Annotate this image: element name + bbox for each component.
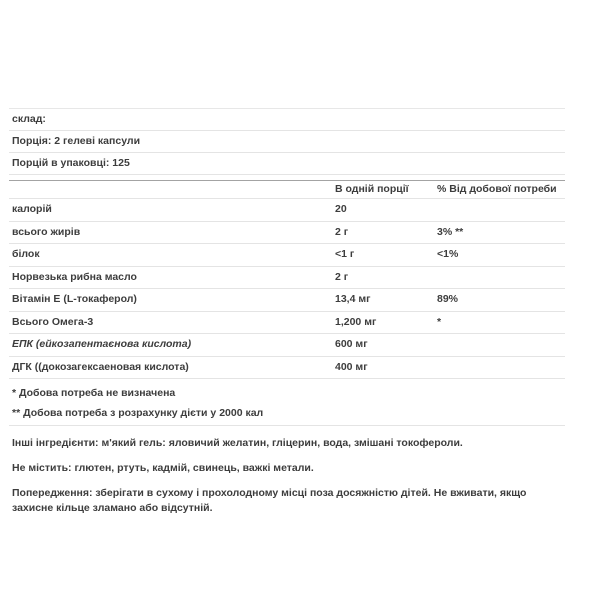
does-not-contain-paragraph: Не містить: глютен, ртуть, кадмій, свинець, важкі метали. (12, 462, 314, 474)
nutrient-amount: 20 (335, 203, 347, 215)
nutrient-amount: 600 мг (335, 338, 368, 350)
other-ingredients-paragraph: Інші інгредієнти: м'який гель: яловичий желатин, гліцерин, вода, змішані токофероли. (12, 437, 463, 449)
footnote-2000-cal-diet: ** Добова потреба з розрахунку дієти у 2000 кал (12, 407, 264, 419)
footnotes-block (9, 379, 565, 426)
nutrient-dv (437, 267, 565, 289)
table-row-vitamin-e (9, 289, 565, 312)
nutrient-name: Норвезька рибна масло (12, 270, 137, 283)
nutrient-name: білок (12, 248, 40, 260)
nutrient-name: Вітамін E (L-токаферол) (12, 293, 137, 305)
nutrient-dv (437, 199, 565, 221)
nutrient-dv (437, 334, 565, 356)
column-header-name (9, 181, 335, 198)
table-row-total-fat (9, 222, 565, 245)
nutrient-dv: 89% (437, 293, 459, 305)
nutrient-name: всього жирів (12, 225, 81, 238)
nutrient-amount: 2 г (335, 225, 349, 238)
table-row-total-omega3 (9, 312, 565, 335)
info-row-label: склад: (12, 113, 46, 125)
nutrient-dv (437, 357, 565, 379)
info-row-servings-per-container (9, 153, 565, 175)
nutrition-table-header (9, 180, 565, 199)
table-row-epa (9, 334, 565, 357)
nutrient-name: ЕПК (ейкозапентаєнова кислота) (12, 338, 192, 350)
nutrient-name: Всього Омега-3 (12, 315, 94, 328)
info-row-label: Порцій в упаковці: 125 (12, 157, 130, 169)
nutrient-name: калорій (12, 203, 52, 215)
nutrient-amount: <1 г (335, 248, 355, 260)
footnote-daily-value-not-established: * Добова потреба не визначена (12, 387, 176, 399)
nutrient-dv: * (437, 315, 442, 328)
nutrient-amount: 1,200 мг (335, 315, 377, 328)
nutrient-dv: 3% ** (437, 225, 464, 238)
table-row-dha (9, 357, 565, 380)
column-header-amount-per-serving: В одній порції (335, 183, 409, 195)
info-row-serving-header (9, 108, 565, 131)
table-row-calories (9, 199, 565, 222)
nutrient-amount: 400 мг (335, 360, 368, 373)
table-row-fish-oil (9, 267, 565, 290)
supplement-facts-panel (9, 108, 565, 516)
column-header-daily-value: % Від добової потреби (437, 183, 557, 195)
warning-paragraph: Попередження: зберігати в сухому і прохолодному місці поза досяжністю дітей. Не вживати, якщо захисне кільце зламано або відсутній. (12, 487, 527, 514)
nutrient-name: ДГК ((докозагексаеновая кислота) (12, 360, 189, 373)
nutrient-dv: <1% (437, 248, 459, 260)
table-row-protein (9, 244, 565, 267)
info-row-serving-size (9, 131, 565, 153)
info-row-label: Порція: 2 гелеві капсули (12, 135, 141, 147)
nutrient-amount: 2 г (335, 270, 349, 283)
nutrient-amount: 13,4 мг (335, 293, 371, 305)
